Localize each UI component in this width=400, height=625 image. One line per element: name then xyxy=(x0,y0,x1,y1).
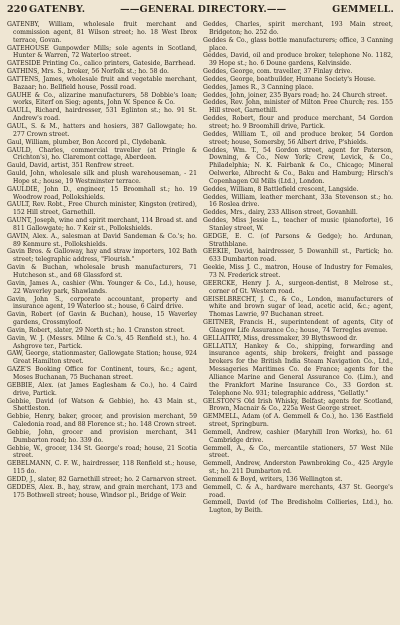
directory-entry: GEITNER, Francis H., superintendent of agents, City of Glasgow Life Assurance Co.; house, 74 Terregles avenue. xyxy=(203,319,393,334)
directory-entry: Gavin Bros. & Galloway, hay and straw importers, 102 Bath street; telegraphic address, "Flourish." xyxy=(7,248,197,264)
directory-entry: GEDGE, E. C. (of Parsons & Gedge); ho. Ardunan, Strathblane. xyxy=(203,232,393,248)
directory-entry: GEDDES, Alex. B., hay, straw, and grain merchant, 173 and 175 Bothwell street; house, Windsor pl., Bridge of Weir. xyxy=(7,483,197,499)
right-column xyxy=(203,21,393,515)
directory-entry: GAZE'S Booking Office for Continent, tours, &c.; agent, Moses Buchanan, 75 Buchanan street. xyxy=(7,366,197,381)
directory-entry: GAUNT, Joseph, wine and spirit merchant, 114 Broad st. and 811 Gallowgate; ho. 7 Keir st., Pollokshields. xyxy=(7,217,197,232)
directory-entry: Geddes, William, leather merchant, 33a Stevenson st.; ho. 16 Roslea drive. xyxy=(203,193,393,209)
directory-entry: GEBELMANN, C. F. W., hairdresser, 118 Renfield st.; house, 115 do. xyxy=(7,460,197,476)
running-head-left: GATENBY. xyxy=(29,4,86,15)
directory-entry: GATEHOUSE Gunpowder Mills; sole agents in Scotland, Hunter & Warren, 72 Waterloo street. xyxy=(7,44,197,60)
directory-entry: GELLAITRY, Miss, dressmaker, 39 Blythswood dr. xyxy=(203,334,358,342)
directory-entry: GELLATLY, Hankey & Co., shipping, forwarding and insurance agents, ship brokers, freight and passage brokers for the British India Steam Navigation Co., Ltd., Messageries Maritimes Co. de France; agents for the Alliance Marine and General Assurance Co. (Lim.), and the Frankfort Marine Insurance Co., 33 Gordon st. Telephone No. 931; telegraphic address, "Gellatly." xyxy=(203,342,393,397)
directory-entry: GELSTON'S Old Irish Whisky, Belfast; agents for Scotland, Brown, Macnair & Co., 225a West George street. xyxy=(203,397,393,413)
directory-entry: GATTENS, James, wholesale fruit and vegetable merchant, Bazaar; ho. Bellfield house, Possil road. xyxy=(7,75,197,91)
directory-entry: Geddes, William T., oil and produce broker, 54 Gordon street; house, Somersby, 56 Albert drive, P'shields. xyxy=(203,130,393,146)
directory-entry: GATENBY, William, wholesale fruit merchant and commission agent, 81 Wilson street; ho. 18 West Ibrox terrace, Govan. xyxy=(7,21,197,44)
directory-entry: Geddes, Miss Jessie L., teacher of music (pianoforte), 16 Stanley street, W. xyxy=(203,217,393,232)
directory-entry: Gavin, Robert, slater, 29 North st.; ho. 1 Cranston street. xyxy=(7,326,185,334)
directory-entry: Gavin, James A., cashier (Wm. Younger & Co., Ld.), house, 22 Waverley park, Shawlands. xyxy=(7,279,197,295)
directory-entry: Geddes, David, oil and produce broker, telephone No. 1182, 39 Hope st.; ho. 6 Doune gardens, Kelvinside. xyxy=(203,52,393,68)
directory-entry: GEDD, J., slater, 82 Garnethill street; ho. 2 Carnarvon street. xyxy=(7,475,197,483)
directory-entry: Gaul, William, plumber, Bon Accord pl., Clydebank. xyxy=(7,138,167,146)
directory-entry: Gebbie, David (of Watson & Gebbie), ho. 43 Main st., Shettleston. xyxy=(7,397,197,413)
directory-entry: Geddes, George, boatbuilder, Humane Society's House. xyxy=(203,75,376,83)
directory-entry: Geddes, William, 8 Battlefield crescent, Langside. xyxy=(203,185,359,193)
directory-entry: GATESIDE Printing Co., calico printers, Gateside, Barrhead. xyxy=(7,60,196,68)
directory-entry: Geddes, Charles, spirit merchant, 193 Main street, Bridgeton; ho. 252 do. xyxy=(203,21,393,36)
directory-entry: GEISELBRECHT, J. C., & Co., London, manufacturers of white and brown sugar of lead, acetic acid, &c.; agent, Thomas Lawrie, 97 Buchanan street. xyxy=(203,295,393,319)
running-head-right: GEMMELL. xyxy=(332,4,394,15)
directory-entry: Gavin, Robert (of Gavin & Buchan), house, 15 Waverley gardens, Crossmyloof. xyxy=(7,311,197,327)
directory-entry: GEMMELL, Adam (of A. Gemmell & Co.), ho. 136 Eastfield street, Springburn. xyxy=(203,413,393,429)
directory-entry: GEEKIE, David, hairdresser, 5 Dowanhill st., Partick; ho. 633 Dumbarton road. xyxy=(203,248,393,264)
directory-entry: Geddes, Mrs., dairy, 233 Allison street, Govanhill. xyxy=(203,209,358,217)
directory-entry: Gavin, W. J. (Messrs. Milne & Co.'s, 45 Renfield st.), ho. 4 Ashgrove ter., Partick. xyxy=(7,334,197,350)
page-number: 220 xyxy=(7,4,28,15)
directory-entry: Gebbie, W., grocer, 134 St. George's road; house, 21 Scotia street. xyxy=(7,444,197,460)
directory-entry: Gemmell, Andrew, Anderston Pawnbroking Co., 425 Argyle st.; ho. 211 Dumbarton rd. xyxy=(203,460,393,476)
directory-entry: Geddes, George, com. traveller, 37 Finlay drive. xyxy=(203,68,353,76)
directory-entry: GAULT, Rev. Robt., Free Church minister, Kingston (retired), 152 Hill street, Garnethill. xyxy=(7,201,197,217)
directory-entry: GATHINS, Mrs. S., broker, 56 Norfolk st.; ho. 58 do. xyxy=(7,68,170,76)
directory-entry: Gemmell, Andrew, cashier (Maryhill Iron Works), ho. 61 Cambridge drive. xyxy=(203,428,393,444)
directory-entry: Gemmell, David (of The Bredisholm Collieries, Ltd.), ho. Lugton, by Beith. xyxy=(203,499,393,515)
directory-entry: Gavin, John S., corporate accountant, property and insurance agent, 19 Waterloo st.; house, 6 Caird drive. xyxy=(7,295,197,311)
directory-entry: Gebbie, John, grocer and provision merchant, 341 Dumbarton road; ho. 339 do. xyxy=(7,428,197,444)
directory-entry: GAUL, S. & M., hatters and hosiers, 387 Gallowgate; ho. 277 Crown street. xyxy=(7,122,197,138)
entry-columns xyxy=(7,21,394,515)
directory-entry: GAUHE & Co., alizarine manufacturers, 58 Dobbie's loan; works, Eiterf on Sieg; agents, John W. Spence & Co. xyxy=(7,91,197,107)
directory-entry: Geddes, John, joiner, 235 Byars road; ho. 24 Church street. xyxy=(203,91,388,99)
left-column xyxy=(7,21,197,515)
directory-entry: GEERCKE, Henry J. A., surgeon-dentist, 8 Melrose st., corner of Gt. Western road. xyxy=(203,279,393,295)
directory-entry: Gemmell, C. & A., hardware merchants, 437 St. George's road. xyxy=(203,483,393,499)
directory-entry: GAULD, Charles, commercial traveller (at Pringle & Crichton's), ho. Claremont cottage, Aberdeen. xyxy=(7,146,197,162)
directory-entry: GAULDIE, John D., engineer, 15 Broomhall st.; ho. 19 Woodrow road, Pollokshields. xyxy=(7,185,197,201)
directory-entry: Gauld, David, artist, 351 Renfrew street. xyxy=(7,162,134,170)
directory-entry: Gemmell, A., & Co., mercantile stationers, 57 West Nile street. xyxy=(203,444,393,460)
directory-entry: GEBBIE, Alex. (at James Eaglesham & Co.), ho. 4 Caird drive, Partick. xyxy=(7,381,197,397)
directory-title: ——GENERAL DIRECTORY.—— xyxy=(120,4,287,15)
directory-entry: Geddes, Rev. John, minister of Milton Free Church; res. 155 Hill street, Garnethill. xyxy=(203,99,393,115)
directory-entry: GAULL, Richard, hairdresser, 531 Eglinton st.; ho. 91 St. Andrew's road. xyxy=(7,107,197,123)
directory-entry: GAW, George, stationmaster, Gallowgate Station; house, 924 Great Hamilton street. xyxy=(7,350,197,366)
page-header xyxy=(7,4,394,18)
directory-entry: Geddes, Wm. T., 54 Gordon street, agent for Paterson, Downing, & Co., New York; Crew, Levick, & Co., Philadelphia; N. K. Fairbank & Co., Chicago; Mineral Oelwerke, Albrecht & Co., Baku and Hamburg; Hirsch's Copenhagen Oil Mills (Ltd.), London. xyxy=(203,146,393,185)
directory-entry: Gavin & Buchan, wholesale brush manufacturers, 71 Hutcheson st., and 68 Glassford st. xyxy=(7,264,197,279)
directory-entry: Geekie, Miss J. C., matron, House of Industry for Females, 73 N. Frederick street. xyxy=(203,264,393,279)
directory-entry: Geddes, Robert, flour and produce merchant, 54 Gordon street; ho. 9 Broomhill drive, Partick. xyxy=(203,115,393,130)
directory-entry: Geddes & Co., glass bottle manufacturers; office, 3 Canning place. xyxy=(203,36,393,52)
directory-entry: Gauld, John, wholesale silk and plush warehouseman, - 21 Hope st.; house, 19 Westminster terrace. xyxy=(7,170,197,185)
directory-entry: Gebbie, Henry, baker, grocer, and provision merchant, 59 Caledonia road, and 88 Florence st.; ho. 148 Crown street. xyxy=(7,413,197,429)
directory-entry: Gemmell & Boyd, writers, 136 Wellington st. xyxy=(203,475,343,483)
directory-entry: Geddes, James R., 3 Canning place. xyxy=(203,83,314,91)
directory-entry: GAVIN, Alex. A., salesman at David Sandeman & Co.'s; ho. 89 Kenmure st., Pollokshields. xyxy=(7,232,197,248)
